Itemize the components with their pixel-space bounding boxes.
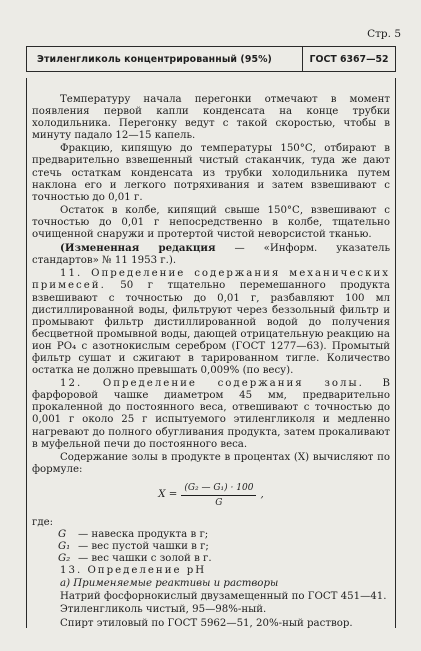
formula-lhs: X =: [158, 489, 178, 501]
document-header: [26, 46, 396, 72]
edition-source: — «Информ. указатель стандартов» № 11 1953 г.).: [32, 243, 390, 267]
section-heading: 13. Определение pH: [60, 565, 207, 577]
header-title: Этиленгликоль концентрированный (95%): [37, 53, 272, 65]
document-body: [32, 94, 390, 630]
section-text: 50 г тщательно перемешанного продукта взвешивают с точностью до 0,01 г, разбавляют 100 мл дистиллированной воды, фильтруют через беззольный фильтр и промывают фильтр дистиллированной водой до получения бесцветной промывной воды, дающей отрицательную реакцию на ион PO₄ с азотнокислым серебром (ГОСТ 1277—63). Промытый фильтр сушат и сжигают в тарированном тигле. Количество остатка не должно превышать 0,009% (по весу).: [32, 280, 390, 377]
paragraph: Этиленгликоль чистый, 95—98%-ный.: [60, 604, 267, 616]
legend-row: [58, 553, 390, 565]
paragraph: Фракцию, кипящую до температуры 150°С, отбирают в предварительно взвешенный чистый стаканчик, туда же дают стечь остаткам конденсата из трубки холодильника путем наклона его и легкого потряхивания и затем взвешивают с точностью до 0,01 г.: [32, 143, 390, 203]
paragraph: [32, 268, 390, 377]
paragraph: Содержание золы в продукте в процентах (X) вычисляют по формуле:: [32, 451, 390, 475]
ash-formula: [32, 482, 390, 509]
legend-symbol: G₂: [58, 553, 71, 565]
formula-fraction: [181, 482, 256, 509]
header-standard: ГОСТ 6367—52: [302, 47, 395, 71]
paragraph: Остаток в колбе, кипящий свыше 150°С, взвешивают с точностью до 0,01 г непосредственно в колбе, тщательно очищенной снаружи и протертой чистой неворсистой тканью.: [32, 204, 390, 241]
paragraph: Спирт этиловый по ГОСТ 5962—51, 20%-ный раствор.: [60, 617, 353, 629]
section-heading: 12. Определение содержания золы.: [60, 378, 364, 390]
where-label: где:: [32, 517, 54, 529]
legend-row: [58, 541, 390, 553]
legend-text: — вес чашки с золой в г.: [78, 553, 212, 565]
legend-text: — вес пустой чашки в г;: [78, 541, 209, 553]
legend-text: — навеска продукта в г;: [78, 529, 209, 541]
legend-symbol: G: [58, 529, 67, 541]
paragraph: [32, 242, 390, 267]
paragraph: Температуру начала перегонки отмечают в момент появления первой капли конденсата на конце трубки холодильника. Перегонку ведут с такой скоростью, чтобы в минуту падало 12—15 капель.: [32, 94, 390, 142]
subsection-heading: а) Применяемые реактивы и растворы: [60, 578, 279, 590]
section-text: В фарфоровой чашке диаметром 45 мм, предварительно прокаленной до постоянного веса, отвешивают с точностью до 0,001 г около 25 г испытуемого этиленгликоля и медленно нагревают до полного обугливания продукта, затем прокаливают в муфельной печи до постоянного веса.: [32, 378, 390, 450]
legend-row: [58, 529, 390, 541]
paragraph: [32, 565, 390, 577]
section-heading: 11. Определение содержания механических примесей.: [32, 268, 390, 292]
paragraph: [32, 378, 390, 451]
formula-numerator: (G₂ — G₁) · 100: [181, 482, 256, 496]
formula-tail: ,: [260, 489, 264, 501]
legend-symbol: G₁: [58, 541, 71, 553]
edition-note: (Измененная редакция: [60, 242, 216, 255]
paragraph: Натрий фосфорнокислый двузамещенный по ГОСТ 451—41.: [60, 591, 387, 603]
page-number: Стр. 5: [367, 28, 401, 40]
formula-denominator: G: [215, 498, 223, 508]
